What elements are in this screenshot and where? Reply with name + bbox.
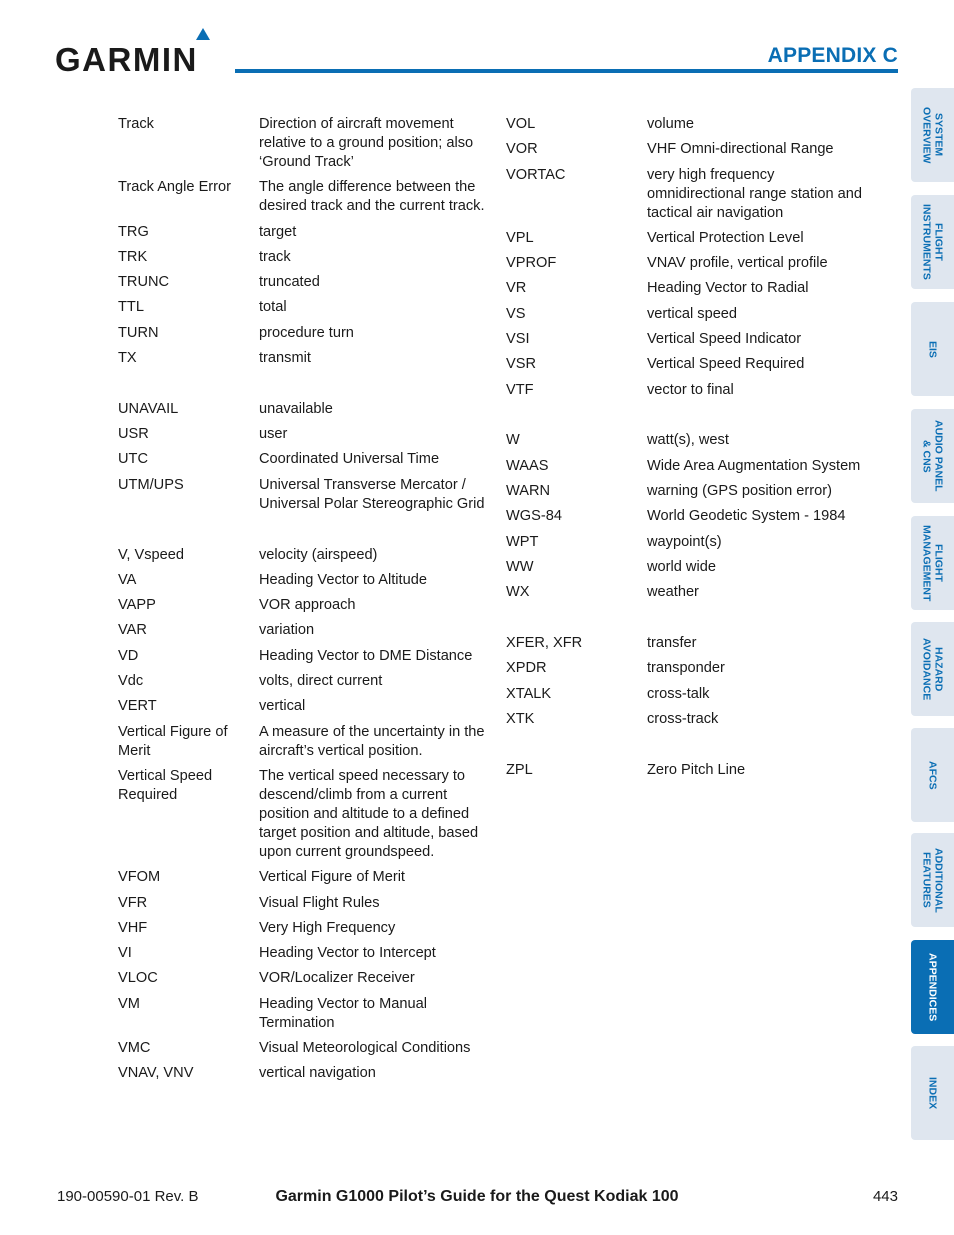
glossary-term: VERT [118,698,157,715]
glossary-entry [506,558,866,577]
glossary-entry [118,647,488,666]
guide-title: Garmin G1000 Pilot’s Guide for the Quest Kodiak 100 [275,1188,679,1205]
glossary-entry [506,254,866,273]
glossary-entry [118,425,488,444]
glossary-term: USR [118,426,149,443]
glossary-left-column [118,115,488,1090]
glossary-definition: vertical navigation [259,1065,376,1082]
glossary-definition: transfer [647,635,697,652]
glossary-term: WX [506,584,530,601]
glossary-definition: watt(s), west [647,432,729,449]
glossary-term: VI [118,945,132,962]
glossary-entry [506,229,866,248]
glossary-term: V, Vspeed [118,546,184,563]
section-tab[interactable] [911,1046,954,1140]
glossary-entry [118,400,488,419]
glossary-entry [118,621,488,640]
glossary-term: Vertical Speed Required [118,767,213,803]
glossary-term: VAPP [118,597,156,614]
glossary-entry [506,583,866,602]
glossary-entry [506,355,866,374]
glossary-term: TX [118,350,137,367]
glossary-term: XPDR [506,660,547,677]
glossary-definition: Heading Vector to Intercept [259,945,436,962]
glossary-definition: Heading Vector to Altitude [259,571,427,588]
glossary-entry [118,723,488,761]
glossary-entry [118,596,488,615]
section-tab-label: FLIGHT INSTRUMENTS [920,204,945,280]
section-tab-label: FLIGHT MANAGEMENT [920,524,945,602]
glossary-term: VFR [118,894,148,911]
garmin-logo-icon [55,26,220,76]
glossary-definition: Universal Transverse Mercator / Universal Polar Stereographic Grid [259,476,485,512]
glossary-definition: variation [259,622,315,639]
glossary-definition: Vertical Figure of Merit [259,869,405,886]
glossary-entry [118,868,488,887]
glossary-definition: waypoint(s) [647,533,722,550]
glossary-entry [118,324,488,343]
section-tab[interactable] [911,195,954,289]
glossary-definition: transmit [259,350,311,367]
glossary-entry [118,969,488,988]
header-rule [235,69,898,73]
glossary-term: TTL [118,299,144,316]
glossary-definition: transponder [647,660,725,677]
section-tab[interactable] [911,833,954,927]
glossary-entry [506,166,866,223]
glossary-entry [506,457,866,476]
glossary-term: UTC [118,451,148,468]
glossary-term: UNAVAIL [118,400,179,417]
glossary-term: WARN [506,483,551,500]
section-gap [118,374,488,400]
glossary-term: VPL [506,229,534,246]
section-tab-label: APPENDICES [926,952,939,1022]
glossary-term: VPROF [506,255,557,272]
glossary-definition: Very High Frequency [259,919,396,936]
glossary-definition: warning (GPS position error) [647,483,832,500]
glossary-definition: Heading Vector to Radial [647,280,809,297]
glossary-term: VSR [506,356,537,373]
glossary-term: VTF [506,381,534,398]
glossary-definition: Vertical Protection Level [647,229,804,246]
glossary-definition: Heading Vector to Manual Termination [259,995,427,1031]
glossary-entry [118,223,488,242]
glossary-definition: weather [647,584,699,601]
glossary-term: TRG [118,223,149,240]
glossary-entry [506,279,866,298]
glossary-definition: The vertical speed necessary to descend/climb from a current position and altitude to a defined target position and altitude, based upon current groundspeed. [259,767,479,860]
section-gap [506,609,866,635]
section-tab-label: ADDITIONAL FEATURES [920,847,945,913]
glossary-entry [506,431,866,450]
section-gap [506,735,866,761]
glossary-entry [506,507,866,526]
glossary-definition: very high frequency omnidirectional range station and tactical air navigation [647,166,862,221]
section-tab-label: AFCS [926,760,939,790]
glossary-entry [506,140,866,159]
glossary-term: VLOC [118,970,158,987]
glossary-definition: Coordinated Universal Time [259,451,440,468]
glossary-term: VFOM [118,869,161,886]
glossary-term: TRUNC [118,274,170,291]
glossary-definition: target [259,223,297,240]
glossary-definition: velocity (airspeed) [259,546,378,563]
glossary-term: UTM/UPS [118,476,184,493]
glossary-term: VMC [118,1040,151,1057]
glossary-entry [506,305,866,324]
glossary-entry [506,482,866,501]
section-tab-label: AUDIO PANEL & CNS [920,420,945,492]
glossary-entry [118,298,488,317]
glossary-term: VORTAC [506,166,566,183]
glossary-entry [118,944,488,963]
page-number: 443 [872,1188,898,1205]
glossary-entry [506,115,866,134]
glossary-term: VAR [118,622,147,639]
brand-wordmark: GARMIN [55,41,198,76]
glossary-entry [506,533,866,552]
section-tab[interactable] [911,728,954,822]
glossary-definition: Direction of aircraft movement relative to a ground position; also ‘Ground Track’ [259,116,474,170]
glossary-definition: VHF Omni-directional Range [647,141,834,158]
section-tab-label: INDEX [926,1076,939,1110]
glossary-term: VM [118,995,140,1012]
glossary-entry [118,697,488,716]
glossary-entry [118,450,488,469]
glossary-definition: vector to final [647,381,734,398]
section-gap [118,520,488,546]
glossary-definition: procedure turn [259,324,354,341]
glossary-term: VS [506,305,526,322]
glossary-term: VHF [118,919,148,936]
glossary-term: W [506,432,520,449]
glossary-definition: volume [647,116,695,132]
glossary-definition: VOR approach [259,597,356,614]
glossary-entry [118,894,488,913]
glossary-entry [506,659,866,678]
glossary-term: VSI [506,331,530,348]
glossary-term: WAAS [506,457,549,474]
glossary-term: XFER, XFR [506,635,583,652]
glossary-term: VOR [506,141,538,158]
section-tab[interactable] [911,302,954,396]
section-tab-label: EIS [926,340,939,358]
glossary-definition: Visual Flight Rules [259,894,380,911]
section-tab-label: HAZARD AVOIDANCE [920,637,945,701]
glossary-term: WPT [506,533,539,550]
glossary-entry [118,1064,488,1083]
glossary-definition: vertical speed [647,305,738,322]
glossary-entry [506,330,866,349]
glossary-term: WW [506,558,534,575]
glossary-term: VD [118,647,139,664]
glossary-definition: truncated [259,274,320,291]
glossary-entry [506,634,866,653]
glossary-entry [118,248,488,267]
glossary-term: VNAV, VNV [118,1065,194,1082]
glossary-definition: vertical [259,698,306,715]
section-gap [506,406,866,432]
glossary-term: Vdc [118,673,144,690]
glossary-entry [506,761,866,780]
glossary-definition: Vertical Speed Required [647,356,805,373]
section-tab[interactable] [911,622,954,716]
glossary-definition: world wide [647,558,716,575]
glossary-entry [118,115,488,172]
glossary-term: VR [506,280,527,297]
section-tab[interactable] [911,940,954,1034]
glossary-definition: cross-talk [647,685,710,702]
glossary-entry [506,381,866,400]
glossary-definition: Visual Meteorological Conditions [259,1040,471,1057]
glossary-term: Vertical Figure of Merit [118,723,228,759]
glossary-term: XTK [506,710,535,727]
glossary-entry [118,571,488,590]
glossary-definition: Heading Vector to DME Distance [259,647,473,664]
glossary-term: TRK [118,248,148,265]
glossary-entry [506,710,866,729]
glossary-right-column [506,115,866,786]
section-tab-label: SYSTEM OVERVIEW [920,106,945,164]
garmin-logo [55,26,220,76]
glossary-term: XTALK [506,685,552,702]
glossary-definition: World Geodetic System - 1984 [647,508,846,525]
glossary-term: VA [118,571,137,588]
section-title: APPENDIX C [767,44,898,67]
glossary-entry [118,919,488,938]
glossary-definition: Zero Pitch Line [647,761,746,778]
glossary-definition: user [259,426,288,443]
glossary-term: WGS-84 [506,508,562,525]
section-tab[interactable] [911,516,954,610]
glossary-entry [118,273,488,292]
glossary-definition: Wide Area Augmentation System [647,457,861,474]
glossary-definition: VOR/Localizer Receiver [259,970,415,987]
glossary-entry [506,685,866,704]
glossary-entry [118,178,488,216]
glossary-entry [118,476,488,514]
glossary-definition: volts, direct current [259,673,383,690]
glossary-term: Track [118,116,154,132]
glossary-definition: Vertical Speed Indicator [647,331,802,348]
glossary-entry [118,767,488,862]
glossary-entry [118,995,488,1033]
glossary-term: Track Angle Error [118,179,232,196]
glossary-term: ZPL [506,761,533,778]
glossary-entry [118,546,488,565]
glossary-term: VOL [506,116,536,132]
section-tab[interactable] [911,88,954,182]
glossary-definition: cross-track [647,710,719,727]
doc-number: 190-00590-01 Rev. B [57,1188,199,1205]
glossary-entry [118,349,488,368]
glossary-term: TURN [118,324,159,341]
glossary-entry [118,1039,488,1058]
glossary-entry [118,672,488,691]
glossary-definition: A measure of the uncertainty in the aircraft’s vertical position. [259,723,485,759]
glossary-definition: VNAV profile, vertical profile [647,255,828,272]
glossary-definition: total [259,299,287,316]
section-tab[interactable] [911,409,954,503]
glossary-definition: The angle difference between the desired track and the current track. [259,179,485,215]
glossary-definition: track [259,248,291,265]
glossary-definition: unavailable [259,400,333,417]
